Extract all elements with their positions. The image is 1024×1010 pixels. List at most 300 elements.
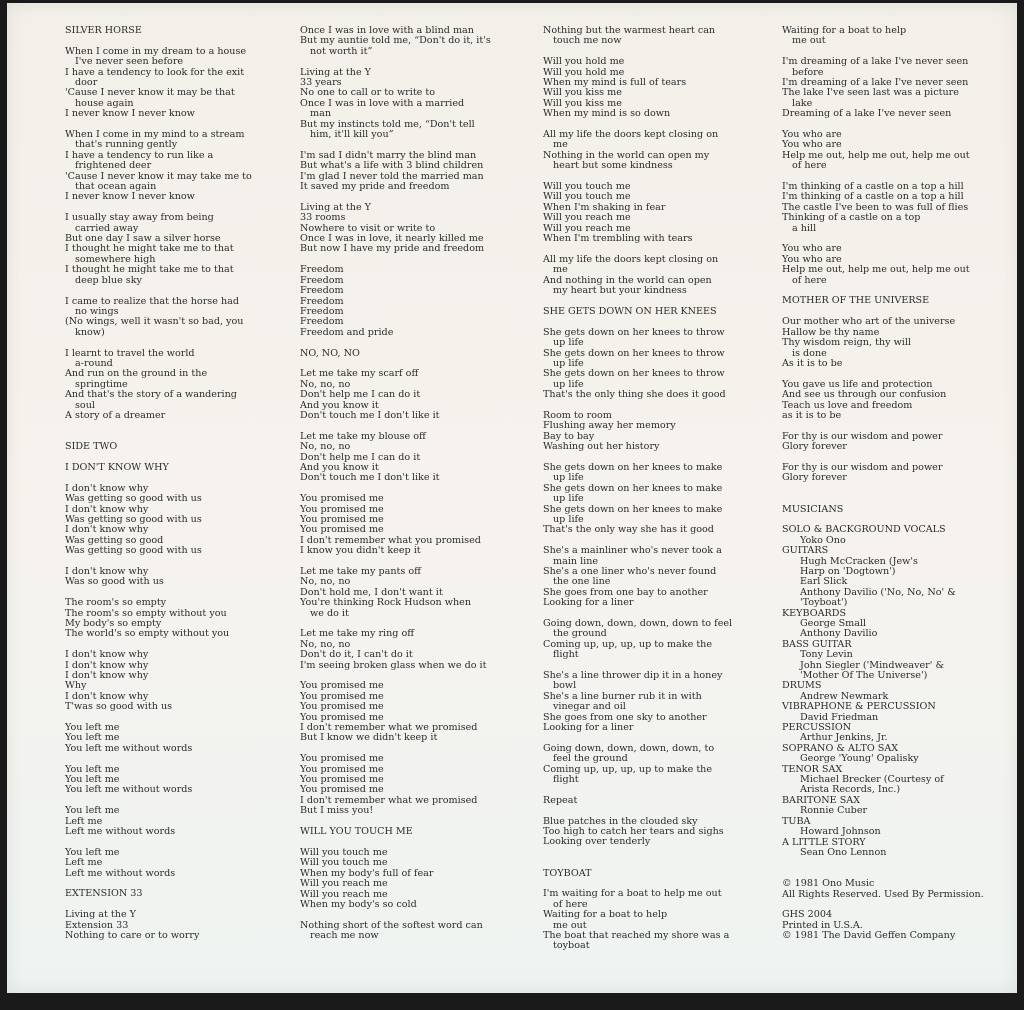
song-title: NO, NO, NO	[300, 347, 360, 359]
lyric-line: Will you hold me	[543, 56, 625, 68]
lyric-line: I never know I never know	[65, 191, 195, 203]
lyric-line: You left me	[65, 805, 120, 817]
lyric-line: You promised me	[300, 784, 384, 796]
lyric-line: TENOR SAX	[782, 763, 843, 775]
lyric-line: Freedom	[300, 285, 344, 297]
lyric-line: SOPRANO & ALTO SAX	[782, 742, 899, 754]
lyric-line	[782, 858, 984, 868]
lyric-line: Freedom	[300, 295, 344, 307]
lyric-line: Will you reach me	[300, 878, 388, 890]
lyric-line: You promised me	[300, 711, 384, 723]
lyric-line: I don't know why	[65, 659, 149, 671]
lyric-line: I learnt to travel the world	[65, 347, 195, 359]
song-title: MOTHER OF THE UNIVERSE	[782, 295, 930, 307]
lyric-line: I don't know why	[65, 670, 149, 681]
lyric-line: 33 years	[300, 77, 342, 89]
lyric-line: Our mother who art of the universe	[782, 316, 956, 328]
lyric-line: main line	[553, 555, 599, 567]
lyric-line: reach me now	[310, 930, 379, 942]
lyric-line: Earl Slick	[800, 576, 848, 588]
lyric-line: Will you reach me	[300, 888, 388, 900]
lyric-line: Help me out, help me out, help me out	[782, 149, 970, 161]
lyric-line: Looking for a liner	[543, 597, 634, 609]
lyric-line: 'Cause I never know it may take me to	[65, 170, 252, 182]
lyric-line: Left me	[65, 815, 103, 827]
lyric-line: Freedom	[300, 274, 344, 286]
lyrics-column-1	[65, 26, 252, 941]
lyric-line: You left me	[65, 722, 120, 734]
lyric-line: You who are	[782, 243, 842, 255]
lyric-line: Was getting so good with us	[65, 513, 202, 525]
lyric-line: Once I was in love with a blind man	[300, 25, 474, 36]
lyric-line: She gets down on her knees to make	[543, 503, 723, 515]
song-title: SIDE TWO	[65, 441, 118, 453]
lyric-line: A LITTLE STORY	[782, 836, 866, 848]
lyric-line: You promised me	[300, 763, 384, 775]
lyrics-column-3	[543, 26, 732, 952]
lyric-line: Nothing in the world can open my	[543, 149, 710, 161]
lyric-line: Tony Levin	[800, 649, 853, 661]
lyric-line: I don't remember what we promised	[300, 722, 478, 734]
lyric-line: You promised me	[300, 513, 384, 525]
lyric-line: door	[75, 77, 98, 89]
lyric-line: TUBA	[782, 815, 811, 827]
lyric-line: Was getting so good	[65, 534, 164, 546]
lyric-line: Sean Ono Lennon	[800, 846, 887, 858]
lyric-line: me out	[792, 35, 826, 47]
lyric-line: know)	[75, 326, 105, 338]
lyric-line: I don't remember what you promised	[300, 534, 481, 546]
lyric-line: I'm thinking of a castle on a top a hill	[782, 191, 964, 203]
lyric-line: Living at the Y	[65, 909, 137, 921]
lyric-line: But now I have my pride and freedom	[300, 243, 485, 255]
lyric-line: DRUMS	[782, 680, 822, 692]
lyric-line: before	[792, 66, 824, 78]
lyric-line	[543, 848, 732, 858]
lyric-line: The room's so empty without you	[65, 607, 227, 619]
lyric-line: The lake I've seen last was a picture	[782, 87, 959, 99]
song-title: SHE GETS DOWN ON HER KNEES	[543, 305, 717, 317]
lyric-line: SOLO & BACKGROUND VOCALS	[782, 524, 946, 536]
lyric-line: You promised me	[300, 680, 384, 692]
lyric-line: No, no, no	[300, 576, 351, 588]
lyric-line: BASS GUITAR	[782, 638, 852, 650]
lyric-line: up life	[553, 357, 584, 369]
lyric-line: I thought he might take me to that	[65, 243, 234, 255]
lyric-line: © 1981 Ono Music	[782, 878, 875, 890]
lyric-line: You promised me	[300, 701, 384, 713]
lyric-line: I don't know why	[65, 690, 149, 702]
lyric-line: The world's so empty without you	[65, 628, 230, 640]
lyric-line: Anthony Davilio	[800, 628, 878, 640]
lyric-line: Will you touch me	[300, 857, 388, 869]
lyric-line: John Siegler ('Mindweaver' &	[800, 659, 944, 671]
lyric-line: I don't remember what we promised	[300, 794, 478, 806]
lyric-line: The castle I've been to was full of flies	[782, 201, 969, 213]
lyric-line: The room's so empty	[65, 597, 167, 609]
lyric-line: © 1981 The David Geffen Company	[782, 930, 956, 942]
lyric-line: I never know I never know	[65, 108, 195, 120]
lyric-line: Harp on 'Dogtown')	[800, 565, 896, 577]
lyric-line: Andrew Newmark	[800, 690, 889, 702]
lyric-line: Will you touch me	[543, 181, 631, 193]
lyric-line: frightened deer	[75, 160, 152, 172]
lyric-line: Washing out her history	[543, 441, 660, 453]
lyric-line: Living at the Y	[300, 201, 372, 213]
lyric-line: GHS 2004	[782, 909, 833, 921]
lyrics-column-2	[300, 26, 491, 942]
lyric-line: Going down, down, down, down, to	[543, 742, 715, 754]
lyric-line: Was getting so good with us	[65, 493, 202, 505]
lyric-line: of here	[792, 160, 827, 172]
lyric-line: Nothing to care or to worry	[65, 930, 200, 942]
lyric-line: Will you hold me	[543, 66, 625, 78]
lyric-line	[65, 421, 252, 431]
lyric-line: Let me take my pants off	[300, 565, 421, 577]
lyric-line: When I'm trembling with tears	[543, 233, 693, 245]
lyric-line: You left me without words	[65, 784, 193, 796]
lyric-line: She's a one liner who's never found	[543, 565, 717, 577]
lyric-line: that ocean again	[75, 181, 157, 193]
lyric-line: Printed in U.S.A.	[782, 919, 863, 931]
lyric-line: Freedom	[300, 264, 344, 276]
lyric-line: Michael Brecker (Courtesy of	[800, 774, 944, 786]
lyric-line: Left me without words	[65, 826, 176, 838]
lyric-line: (No wings, well it wasn't so bad, you	[65, 316, 244, 328]
lyric-line: I came to realize that the horse had	[65, 295, 239, 307]
lyric-line: 'Mother Of The Universe')	[800, 670, 928, 681]
lyric-line: I have a tendency to run like a	[65, 149, 214, 161]
lyric-line: Bay to bay	[543, 430, 595, 442]
lyric-line: Arista Records, Inc.)	[800, 784, 901, 796]
lyric-line: George 'Young' Opalisky	[800, 753, 919, 765]
lyric-line: 'Cause I never know it may be that	[65, 87, 235, 99]
lyric-line: For thy is our wisdom and power	[782, 430, 943, 442]
lyric-line: When my body's full of fear	[300, 867, 434, 879]
lyric-line: Room to room	[543, 409, 612, 421]
lyric-line: Glory forever	[782, 441, 847, 453]
lyric-line: But I miss you!	[300, 805, 374, 817]
lyric-line: Nowhere to visit or write to	[300, 222, 436, 234]
lyric-line: Will you touch me	[300, 846, 388, 858]
lyric-line: A story of a dreamer	[65, 409, 166, 421]
lyric-line: I know you didn't keep it	[300, 545, 421, 557]
lyric-line: Don't help me I can do it	[300, 389, 421, 401]
lyric-line: Left me without words	[65, 867, 176, 879]
lyric-line: 'Toyboat')	[800, 597, 848, 609]
lyric-line: a-round	[75, 357, 113, 369]
lyric-line: up life	[553, 472, 584, 484]
lyric-line: the one line	[553, 576, 611, 588]
lyric-line: It saved my pride and freedom	[300, 181, 450, 193]
lyric-line: up life	[553, 337, 584, 349]
lyric-line: Yoko Ono	[800, 534, 846, 546]
lyric-line: Let me take my ring off	[300, 628, 415, 640]
lyric-line: When my body's so cold	[300, 898, 417, 910]
lyric-line: When I come in my dream to a house	[65, 45, 247, 57]
lyric-line: Let me take my scarf off	[300, 368, 419, 380]
lyric-line: And you know it	[300, 461, 379, 473]
song-title: MUSICIANS	[782, 503, 844, 515]
lyric-line: me	[553, 264, 568, 276]
lyric-line: She's a line burner rub it in with	[543, 690, 702, 702]
lyric-line: vinegar and oil	[553, 701, 626, 713]
lyric-line	[300, 338, 491, 348]
lyric-line: But my auntie told me, “Don't do it, it's	[300, 35, 491, 47]
lyric-line: And you know it	[300, 399, 379, 411]
lyric-line: no wings	[75, 305, 119, 317]
lyric-line: I'm thinking of a castle on a top a hill	[782, 181, 964, 193]
lyric-sheet	[7, 3, 1017, 993]
lyric-line: Will you kiss me	[543, 97, 622, 109]
lyric-line: But I know we didn't keep it	[300, 732, 438, 744]
lyric-line: Hugh McCracken (Jew's	[800, 555, 918, 567]
lyric-line: She gets down on her knees to throw	[543, 347, 725, 359]
lyric-line	[65, 286, 252, 296]
lyric-line: bowl	[553, 680, 577, 692]
lyric-line: Will you touch me	[543, 191, 631, 203]
lyric-line: Waiting for a boat to help	[543, 909, 668, 921]
lyric-line: Don't hold me, I don't want it	[300, 586, 443, 598]
lyric-line: PERCUSSION	[782, 722, 852, 734]
song-title: TOYBOAT	[543, 867, 592, 879]
lyric-line: Why	[65, 680, 87, 692]
lyric-line: flight	[553, 649, 579, 661]
lyric-line: Extension 33	[65, 919, 129, 931]
lyric-line: my heart but your kindness	[553, 285, 687, 297]
lyric-line: You promised me	[300, 753, 384, 765]
lyric-line: T'was so good with us	[65, 701, 173, 713]
lyric-line: She goes from one bay to another	[543, 586, 708, 598]
lyric-line: When my mind is full of tears	[543, 77, 687, 89]
lyric-line: That's the only way she has it good	[543, 524, 714, 536]
lyric-line: Was getting so good with us	[65, 545, 202, 557]
lyric-line: But what's a life with 3 blind children	[300, 160, 484, 172]
lyric-line: I'm seeing broken glass when we do it	[300, 659, 487, 671]
lyric-line: When I come in my mind to a stream	[65, 129, 245, 141]
lyric-line: soul	[75, 399, 95, 411]
lyric-line: You who are	[782, 139, 842, 151]
lyric-line: George Small	[800, 617, 867, 629]
lyric-line: BARITONE SAX	[782, 794, 861, 806]
lyric-line: of here	[792, 274, 827, 286]
lyric-line: The boat that reached my shore was a	[543, 930, 730, 942]
lyric-line: You promised me	[300, 774, 384, 786]
lyric-line: You promised me	[300, 503, 384, 515]
lyric-line: I thought he might take me to that	[65, 264, 234, 276]
lyric-line: up life	[553, 378, 584, 390]
lyric-line: I'm dreaming of a lake I've never seen	[782, 56, 969, 68]
lyric-line: heart but some kindness	[553, 160, 673, 172]
lyric-line: man	[310, 108, 331, 120]
lyric-line: me out	[553, 919, 587, 931]
lyric-line: the ground	[553, 628, 607, 640]
lyric-line: She's a mainliner who's never took a	[543, 545, 722, 557]
lyric-line: Thinking of a castle on a top	[782, 212, 921, 224]
lyric-line: I don't know why	[65, 503, 149, 515]
lyric-line: And nothing in the world can open	[543, 274, 712, 286]
lyric-line: Thy wisdom reign, thy will	[782, 337, 911, 349]
lyric-line: up life	[553, 493, 584, 505]
lyric-line: Flushing away her memory	[543, 420, 676, 432]
lyric-line: I usually stay away from being	[65, 212, 214, 224]
lyric-line: I'm waiting for a boat to help me out	[543, 888, 722, 900]
lyric-line: Don't touch me I don't like it	[300, 472, 440, 484]
lyric-line: Let me take my blouse off	[300, 430, 426, 442]
lyric-line: No one to call or to write to	[300, 87, 436, 99]
lyric-line: carried away	[75, 222, 139, 234]
lyric-line: But my instincts told me, “Don't tell	[300, 118, 475, 130]
lyric-line: Waiting for a boat to help	[782, 25, 907, 36]
lyric-line: 33 rooms	[300, 212, 346, 224]
lyric-line: All my life the doors kept closing on	[543, 129, 719, 141]
lyric-line: That's the only thing she does it good	[543, 389, 726, 401]
lyric-line: Coming up, up, up, up to make the	[543, 763, 713, 775]
lyric-line: touch me now	[553, 35, 622, 47]
lyric-line	[782, 484, 984, 494]
lyric-line: I'm sad I didn't marry the blind man	[300, 149, 477, 161]
lyric-line: as it is to be	[782, 409, 842, 421]
lyric-line: not worth it”	[310, 45, 373, 57]
lyric-line: Dreaming of a lake I've never seen	[782, 108, 952, 120]
lyric-line: And run on the ground in the	[65, 368, 208, 380]
lyric-line: You left me	[65, 763, 120, 775]
lyric-line: GUITARS	[782, 545, 829, 557]
lyric-line: I don't know why	[65, 649, 149, 661]
lyric-line: Ronnie Cuber	[800, 805, 868, 817]
lyric-line: Don't do it, I can't do it	[300, 649, 413, 661]
lyric-line: flight	[553, 774, 579, 786]
lyric-line: She gets down on her knees to throw	[543, 368, 725, 380]
lyric-line: She goes from one sky to another	[543, 711, 707, 723]
lyric-line: Looking over tenderly	[543, 836, 651, 848]
lyric-line: As it is to be	[782, 357, 843, 369]
lyric-line: Once I was in love, it nearly killed me	[300, 233, 484, 245]
lyric-line: Living at the Y	[300, 66, 372, 78]
lyric-line: we do it	[310, 607, 349, 619]
lyric-line: Will you reach me	[543, 212, 631, 224]
lyric-line: VIBRAPHONE & PERCUSSION	[782, 701, 936, 713]
lyric-line: You left me	[65, 846, 120, 858]
lyric-line: springtime	[75, 378, 128, 390]
lyric-line: Anthony Davilio ('No, No, No' &	[800, 586, 956, 598]
lyric-line: KEYBOARDS	[782, 607, 847, 619]
lyric-line	[65, 338, 252, 348]
lyric-line	[782, 494, 984, 504]
lyric-line: up life	[553, 513, 584, 525]
lyric-line: him, it'll kill you”	[310, 129, 394, 141]
lyric-line: When I'm shaking in fear	[543, 201, 666, 213]
lyric-line: I'm glad I never told the married man	[300, 170, 484, 182]
lyric-line: You left me	[65, 732, 120, 744]
lyric-line: a hill	[792, 222, 817, 234]
lyrics-column-4	[782, 26, 984, 942]
lyric-line: But one day I saw a silver horse	[65, 233, 221, 245]
lyric-line: You left me without words	[65, 742, 193, 754]
song-title: WILL YOU TOUCH ME	[300, 826, 413, 838]
lyric-line: is done	[792, 347, 827, 359]
lyric-line: Arthur Jenkins, Jr.	[800, 732, 888, 744]
lyric-line: All my life the doors kept closing on	[543, 253, 719, 265]
lyric-line: Looking for a liner	[543, 722, 634, 734]
lyric-line: I have a tendency to look for the exit	[65, 66, 245, 78]
lyric-line: She gets down on her knees to throw	[543, 326, 725, 338]
lyric-line: of here	[553, 898, 588, 910]
lyric-line: Once I was in love with a married	[300, 97, 465, 109]
lyric-line: Don't touch me I don't like it	[300, 409, 440, 421]
lyric-line: lake	[792, 97, 813, 109]
lyric-line: I don't know why	[65, 524, 149, 536]
lyric-line: Howard Johnson	[800, 826, 881, 838]
lyric-line: Don't help me I can do it	[300, 451, 421, 463]
lyric-line: Freedom and pride	[300, 326, 394, 338]
lyric-line: somewhere high	[75, 253, 156, 265]
lyric-line: Help me out, help me out, help me out	[782, 264, 970, 276]
lyric-line: deep blue sky	[75, 274, 142, 286]
lyric-line: She gets down on her knees to make	[543, 482, 723, 494]
lyric-line: You who are	[782, 253, 842, 265]
lyric-line: All Rights Reserved. Used By Permission.	[782, 888, 984, 900]
lyric-line: feel the ground	[553, 753, 628, 765]
lyric-line: And that's the story of a wandering	[65, 389, 237, 401]
lyric-line: You who are	[782, 129, 842, 141]
song-title: SILVER HORSE	[65, 25, 142, 36]
lyric-line: You left me	[65, 774, 120, 786]
lyric-line: She's a line thrower dip it in a honey	[543, 670, 723, 682]
lyric-line: And see us through our confusion	[782, 389, 947, 401]
lyric-line: She gets down on her knees to make	[543, 461, 723, 473]
lyric-line: No, no, no	[300, 441, 351, 453]
lyric-line: I've never seen before	[75, 56, 184, 68]
lyric-line: You're thinking Rock Hudson when	[300, 597, 472, 609]
lyric-line: toyboat	[553, 940, 590, 952]
lyric-line: Coming up, up, up, up to make the	[543, 638, 713, 650]
lyric-line: No, no, no	[300, 638, 351, 650]
lyric-line: Glory forever	[782, 472, 847, 484]
lyric-line: that's running gently	[75, 139, 178, 151]
lyric-line: Hallow be thy name	[782, 326, 880, 338]
lyric-line: You promised me	[300, 493, 384, 505]
lyric-line: Was so good with us	[65, 576, 164, 588]
lyric-line: Will you kiss me	[543, 87, 622, 99]
lyric-line: I'm dreaming of a lake I've never seen	[782, 77, 969, 89]
lyric-line: Blue patches in the clouded sky	[543, 815, 698, 827]
lyric-line: When my mind is so down	[543, 108, 671, 120]
lyric-line: No, no, no	[300, 378, 351, 390]
lyric-line: For thy is our wisdom and power	[782, 461, 943, 473]
lyric-line: Left me	[65, 857, 103, 869]
lyric-line: You promised me	[300, 690, 384, 702]
lyric-line: Teach us love and freedom	[782, 399, 913, 411]
lyric-line: Freedom	[300, 305, 344, 317]
lyric-line: My body's so empty	[65, 617, 162, 629]
lyric-line: Freedom	[300, 316, 344, 328]
lyric-line: I don't know why	[65, 482, 149, 494]
lyric-line: Nothing but the warmest heart can	[543, 25, 716, 36]
lyric-line: You gave us life and protection	[782, 378, 933, 390]
lyric-line: Going down, down, down, down to feel	[543, 618, 733, 629]
lyric-line: house again	[75, 97, 134, 109]
lyric-line: David Friedman	[800, 711, 879, 723]
lyric-line: Nothing short of the softest word can	[300, 919, 483, 931]
lyric-line: You promised me	[300, 524, 384, 536]
lyric-line: I don't know why	[65, 565, 149, 577]
lyric-line: Will you reach me	[543, 222, 631, 234]
lyric-line: me	[553, 139, 568, 151]
lyric-line: Repeat	[543, 794, 578, 806]
song-title: I DON'T KNOW WHY	[65, 461, 169, 473]
song-title: EXTENSION 33	[65, 888, 143, 900]
